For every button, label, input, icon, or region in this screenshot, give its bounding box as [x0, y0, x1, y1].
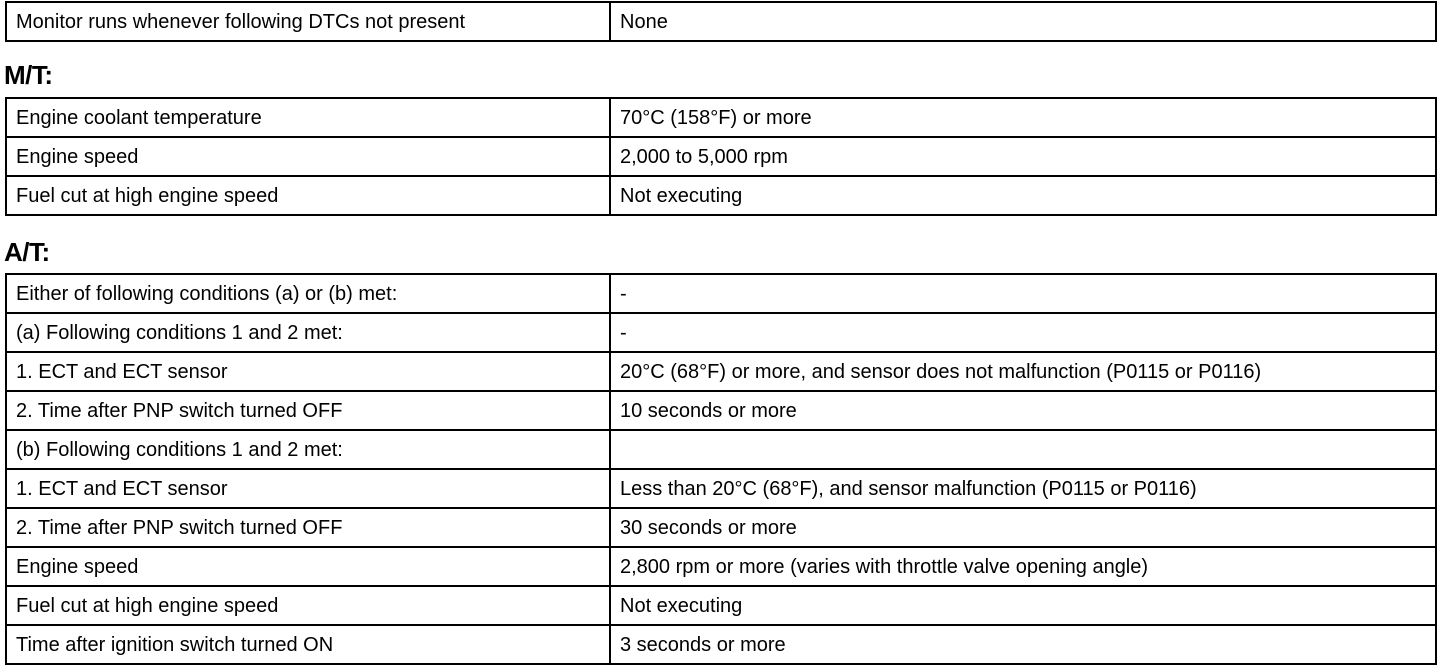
condition-cell: 1. ECT and ECT sensor [6, 352, 610, 391]
table-row [6, 430, 1436, 469]
table-row [6, 352, 1436, 391]
general-conditions-table [5, 1, 1437, 42]
value-cell: 20°C (68°F) or more, and sensor does not malfunction (P0115 or P0116) [610, 352, 1436, 391]
table-row [6, 625, 1436, 664]
value-cell: 30 seconds or more [610, 508, 1436, 547]
value-cell: - [610, 274, 1436, 313]
value-cell: 2,000 to 5,000 rpm [610, 137, 1436, 176]
value-cell: 70°C (158°F) or more [610, 98, 1436, 137]
value-cell: 2,800 rpm or more (varies with throttle valve opening angle) [610, 547, 1436, 586]
condition-cell: Fuel cut at high engine speed [6, 586, 610, 625]
value-cell: - [610, 313, 1436, 352]
table-row [6, 313, 1436, 352]
value-cell: None [610, 2, 1436, 41]
condition-cell: Engine speed [6, 137, 610, 176]
value-cell: 3 seconds or more [610, 625, 1436, 664]
table-row [6, 2, 1436, 41]
value-cell: Not executing [610, 176, 1436, 215]
at-conditions-table [5, 273, 1437, 665]
value-cell: 10 seconds or more [610, 391, 1436, 430]
condition-cell: 2. Time after PNP switch turned OFF [6, 508, 610, 547]
table-row [6, 508, 1436, 547]
table-row [6, 98, 1436, 137]
condition-cell: Time after ignition switch turned ON [6, 625, 610, 664]
condition-cell: (a) Following conditions 1 and 2 met: [6, 313, 610, 352]
table-row [6, 586, 1436, 625]
condition-cell: Engine coolant temperature [6, 98, 610, 137]
condition-cell: Either of following conditions (a) or (b) met: [6, 274, 610, 313]
value-cell: Not executing [610, 586, 1436, 625]
condition-cell: (b) Following conditions 1 and 2 met: [6, 430, 610, 469]
condition-cell: Engine speed [6, 547, 610, 586]
condition-cell: 1. ECT and ECT sensor [6, 469, 610, 508]
table-row [6, 547, 1436, 586]
at-section-heading: A/T: [4, 237, 50, 267]
mt-conditions-table [5, 97, 1437, 216]
condition-cell: Fuel cut at high engine speed [6, 176, 610, 215]
value-cell: Less than 20°C (68°F), and sensor malfunction (P0115 or P0116) [610, 469, 1436, 508]
mt-section-heading: M/T: [4, 60, 53, 90]
table-row [6, 176, 1436, 215]
condition-cell: 2. Time after PNP switch turned OFF [6, 391, 610, 430]
table-row [6, 469, 1436, 508]
table-row [6, 274, 1436, 313]
table-row [6, 137, 1436, 176]
condition-cell: Monitor runs whenever following DTCs not present [6, 2, 610, 41]
value-cell [610, 430, 1436, 469]
table-row [6, 391, 1436, 430]
